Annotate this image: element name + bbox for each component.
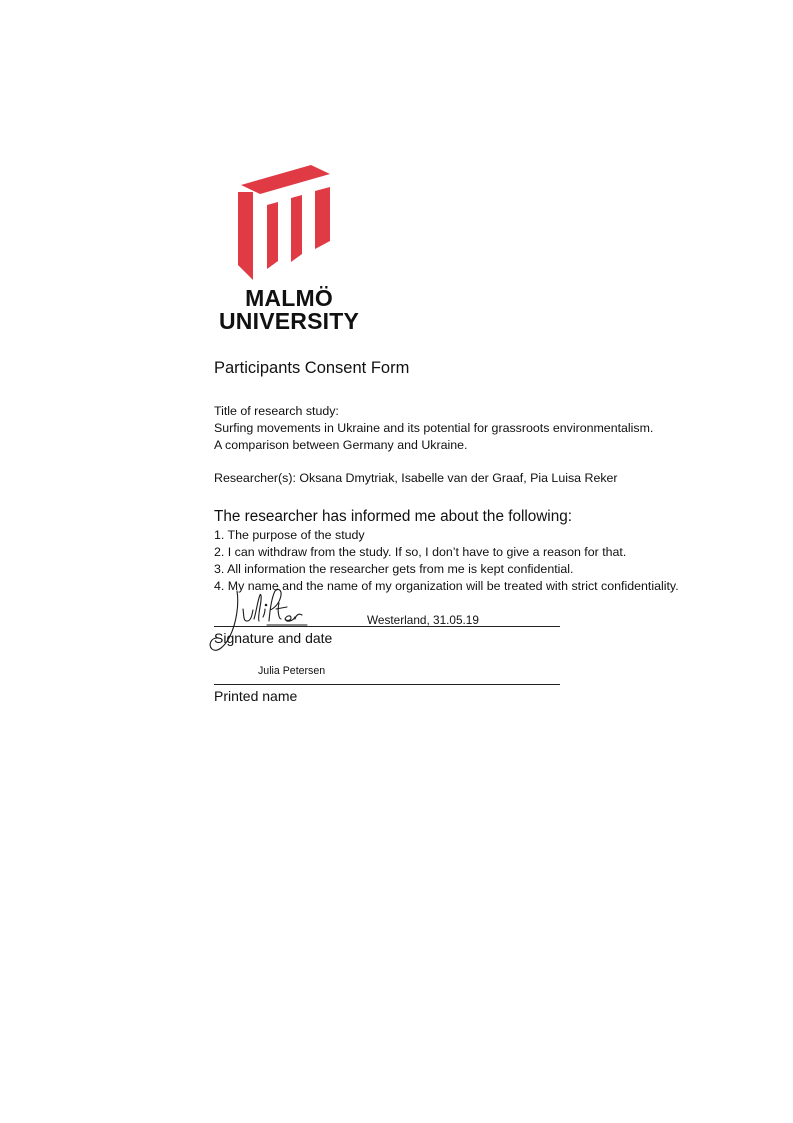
university-wordmark [219,287,359,333]
signature-place-date: Westerland, 31.05.19 [367,613,479,627]
wordmark-line-1: MALMÖ [245,285,333,311]
informed-heading: The researcher has informed me about the following: [214,508,572,525]
printed-name-line [214,684,560,685]
printed-name-value: Julia Petersen [258,665,326,677]
study-info [214,403,653,454]
study-title-line-2: A comparison between Germany and Ukraine. [214,438,468,452]
study-label: Title of research study: [214,404,339,418]
printed-name-label: Printed name [214,688,298,704]
malmo-university-logo-mark-icon [238,165,330,280]
handwritten-signature [207,583,317,658]
study-title-line-1: Surfing movements in Ukraine and its potential for grassroots environmentalism. [214,421,654,435]
wordmark-line-2: UNIVERSITY [219,308,360,334]
list-item: 4. My name and the name of my organization will be treated with strict confidentiality. [214,579,679,593]
list-item: 3. All information the researcher gets from me is kept confidential. [214,562,574,576]
list-item: 1. The purpose of the study [214,528,365,542]
list-item: 2. I can withdraw from the study. If so, I don’t have to give a reason for that. [214,545,627,559]
researchers: Researcher(s): Oksana Dmytriak, Isabelle van der Graaf, Pia Luisa Reker [214,471,618,485]
form-title: Participants Consent Form [214,359,410,377]
signature-label: Signature and date [214,630,333,646]
